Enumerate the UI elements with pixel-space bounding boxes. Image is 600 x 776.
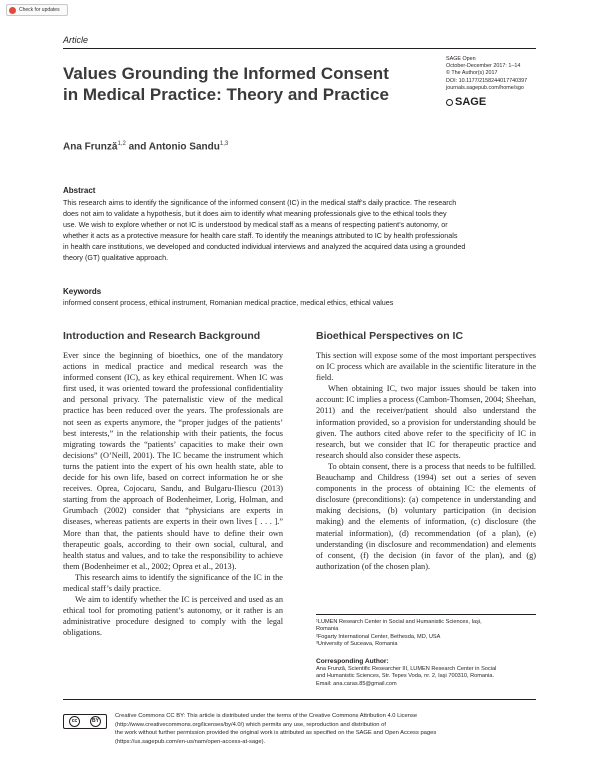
title-line: in Medical Practice: Theory and Practice xyxy=(63,85,389,104)
left-column-body xyxy=(63,350,283,638)
update-icon xyxy=(9,7,16,14)
sage-logo-text: SAGE xyxy=(455,96,487,108)
footnote-line: Romania xyxy=(316,626,339,633)
abstract-text xyxy=(63,197,536,263)
abstract-line: in health care institutions, we developed and conducted individual interviews and analyzed the acquired data using a grounded xyxy=(63,242,466,251)
journal-issue: October-December 2017: 1–14 xyxy=(446,63,521,70)
header-rule xyxy=(63,48,536,49)
footnote-line: ³University of Suceava, Romania xyxy=(316,641,398,648)
sage-logo-icon xyxy=(446,99,453,106)
license-line[interactable]: (http://www.creativecommons.org/licenses/by/4.0/) which permits any use, reproduction and distribution of xyxy=(115,721,386,728)
author-list xyxy=(63,141,228,152)
author-name: Antonio Sandu xyxy=(148,141,220,153)
check-for-updates-badge[interactable] xyxy=(6,4,68,16)
footnote-line: ²Fogarty International Center, Bethesda, MD, USA xyxy=(316,633,441,640)
license-line: Creative Commons CC BY: This article is distributed under the terms of the Creative Commons Attribution 4.0 License xyxy=(115,713,418,719)
check-for-updates-label: Check for updates xyxy=(19,7,60,13)
abstract-line: whether it acts as a protective measure for health care staff. To identify the meanings attributed to IC by health professionals xyxy=(63,231,458,240)
journal-name: SAGE Open xyxy=(446,56,476,62)
section-heading-bioethical: Bioethical Perspectives on IC xyxy=(316,330,464,342)
abstract-line: use. We wish to explore whether or not IC is understood by medical staff as a means of respecting patient’s autonomy, or xyxy=(63,220,448,229)
abstract-line: theory (GT) qualitative approach. xyxy=(63,253,169,262)
corresponding-author-text xyxy=(316,666,536,688)
abstract-line: This research aims to identify the significance of the informed consent (IC) in the medical staff’s daily practice. The research xyxy=(63,198,457,207)
license-line: the work without further permission provided the original work is attributed as specified on the SAGE and Open Access pages xyxy=(115,730,437,737)
license-text xyxy=(115,712,536,746)
cc-by-badge xyxy=(63,714,107,729)
paper-title xyxy=(63,63,413,105)
body-paragraph: To obtain consent, there is a process that needs to be fulfilled. Beauchamp and Childress (1994) set out a series of seven components in the process of obtaining IC: the elements of disclosure (preconditions): (a) competence in understanding and making decisions, (b) voluntary participation (in decision making) and the elements of information, (c) disclosure (the material information), (d) recommendation (of a plan), (e) understanding (in disclosure and recommendation) and elements of consent, (f) the decision (in favor of the plan), and (g) authorization (of the chosen plan). xyxy=(316,461,536,571)
keywords-heading: Keywords xyxy=(63,287,102,296)
author-affiliation-marker: 1,3 xyxy=(219,141,229,147)
cc-icon: cc xyxy=(69,716,80,727)
journal-url[interactable]: journals.sagepub.com/home/sgo xyxy=(446,84,524,91)
section-heading-introduction: Introduction and Research Background xyxy=(63,330,261,342)
article-type-label: Article xyxy=(63,35,89,45)
abstract-heading: Abstract xyxy=(63,186,96,195)
correspondence-email[interactable]: Email: ana.caras.85@gmail.com xyxy=(316,680,397,687)
journal-info xyxy=(446,56,556,92)
license-line[interactable]: (https://us.sagepub.com/en-us/nam/open-access-at-sage). xyxy=(115,738,266,745)
corresponding-author-heading: Corresponding Author: xyxy=(316,658,389,665)
body-paragraph: This research aims to identify the significance of the IC in the medical staff’s daily practice. xyxy=(63,572,283,593)
author-name: Ana Frunză xyxy=(63,141,118,153)
body-paragraph: This section will expose some of the most important perspectives on IC process which are available in the scientific literature in the field. xyxy=(316,351,536,383)
body-paragraph: Ever since the beginning of bioethics, one of the mandatory actions in medical practice and medical research was the informed consent (IC), as key ethical requirement. When IC was first used, it was oriented toward the professional confidentiality and personal privacy. The paternalistic view of the medical practice has been reduced over the years. The professionals are not seen as experts anymore, the “proper judges of the patients’ best interests,” in the relationship with their patients, the focus migrating towards the “patients’ capacities to make their own decisions” (O’Neill, 2001). The IC became the instrument which turns the patient into the expert of his own health state, able to decide for his own life, based on correct information he or she receives. Oprea, Cojocaru, Sandu, and Bulgaru-Iliescu (2013) starting from the approach of Bodenheimer, Lorig, Holman, and Grumbach (2002) consider that “physicians are experts in diseases, whereas patients are experts in their own lives [ . . . ].” More than that, the patients should have to define their own therapeutic goals, according to their own social, cultural, and health status and values, and to take the responsibility to achieve them (Bodenheimer et al., 2002; Oprea et al., 2013). xyxy=(63,351,283,571)
title-line: Values Grounding the Informed Consent xyxy=(63,64,389,83)
keywords-text: informed consent process, ethical instrument, Romanian medical practice, medical ethics, ethical values xyxy=(63,298,394,307)
sage-logo xyxy=(446,96,486,108)
by-icon: BY xyxy=(90,716,101,727)
footnote-rule xyxy=(316,614,536,615)
right-column-body xyxy=(316,350,536,572)
correspondence-line: Ana Frunză, Scientific Researcher III, LUMEN Research Center in Social xyxy=(316,666,497,672)
correspondence-line: and Humanistic Sciences, Str. Tepes Voda, nr. 2, Iaşi 700310, Romania. xyxy=(316,673,495,680)
author-joiner: and xyxy=(125,141,149,153)
footnote-line: ¹LUMEN Research Center in Social and Humanistic Sciences, Iaşi, xyxy=(316,619,482,625)
body-paragraph: We aim to identify whether the IC is perceived and used as an ethical tool for promoting patient’s autonomy, or it rather is an administrative procedure designed to comply with the legal obligations. xyxy=(63,595,283,638)
affiliation-footnotes xyxy=(316,619,536,649)
license-rule xyxy=(63,699,536,700)
abstract-line: does not aim to validate a hypothesis, but it does aim to identify what meaning professionals give to the ethical tools they xyxy=(63,209,447,218)
author-affiliation-marker: 1,2 xyxy=(117,141,126,147)
journal-copyright: © The Author(s) 2017 xyxy=(446,70,498,77)
journal-doi[interactable]: DOI: 10.1177/2158244017740397 xyxy=(446,77,528,84)
body-paragraph: When obtaining IC, two major issues should be taken into account: IC implies a process (Cambon-Thomsen, 2004; Sheehan, 2011) and the receiver/patient should also understand the information provided, so a provision for understanding should be given. The authors cited above refer to the specificity of IC in research, but we consider that IC for therapeutic practice and research should also consider these aspects. xyxy=(316,384,536,460)
